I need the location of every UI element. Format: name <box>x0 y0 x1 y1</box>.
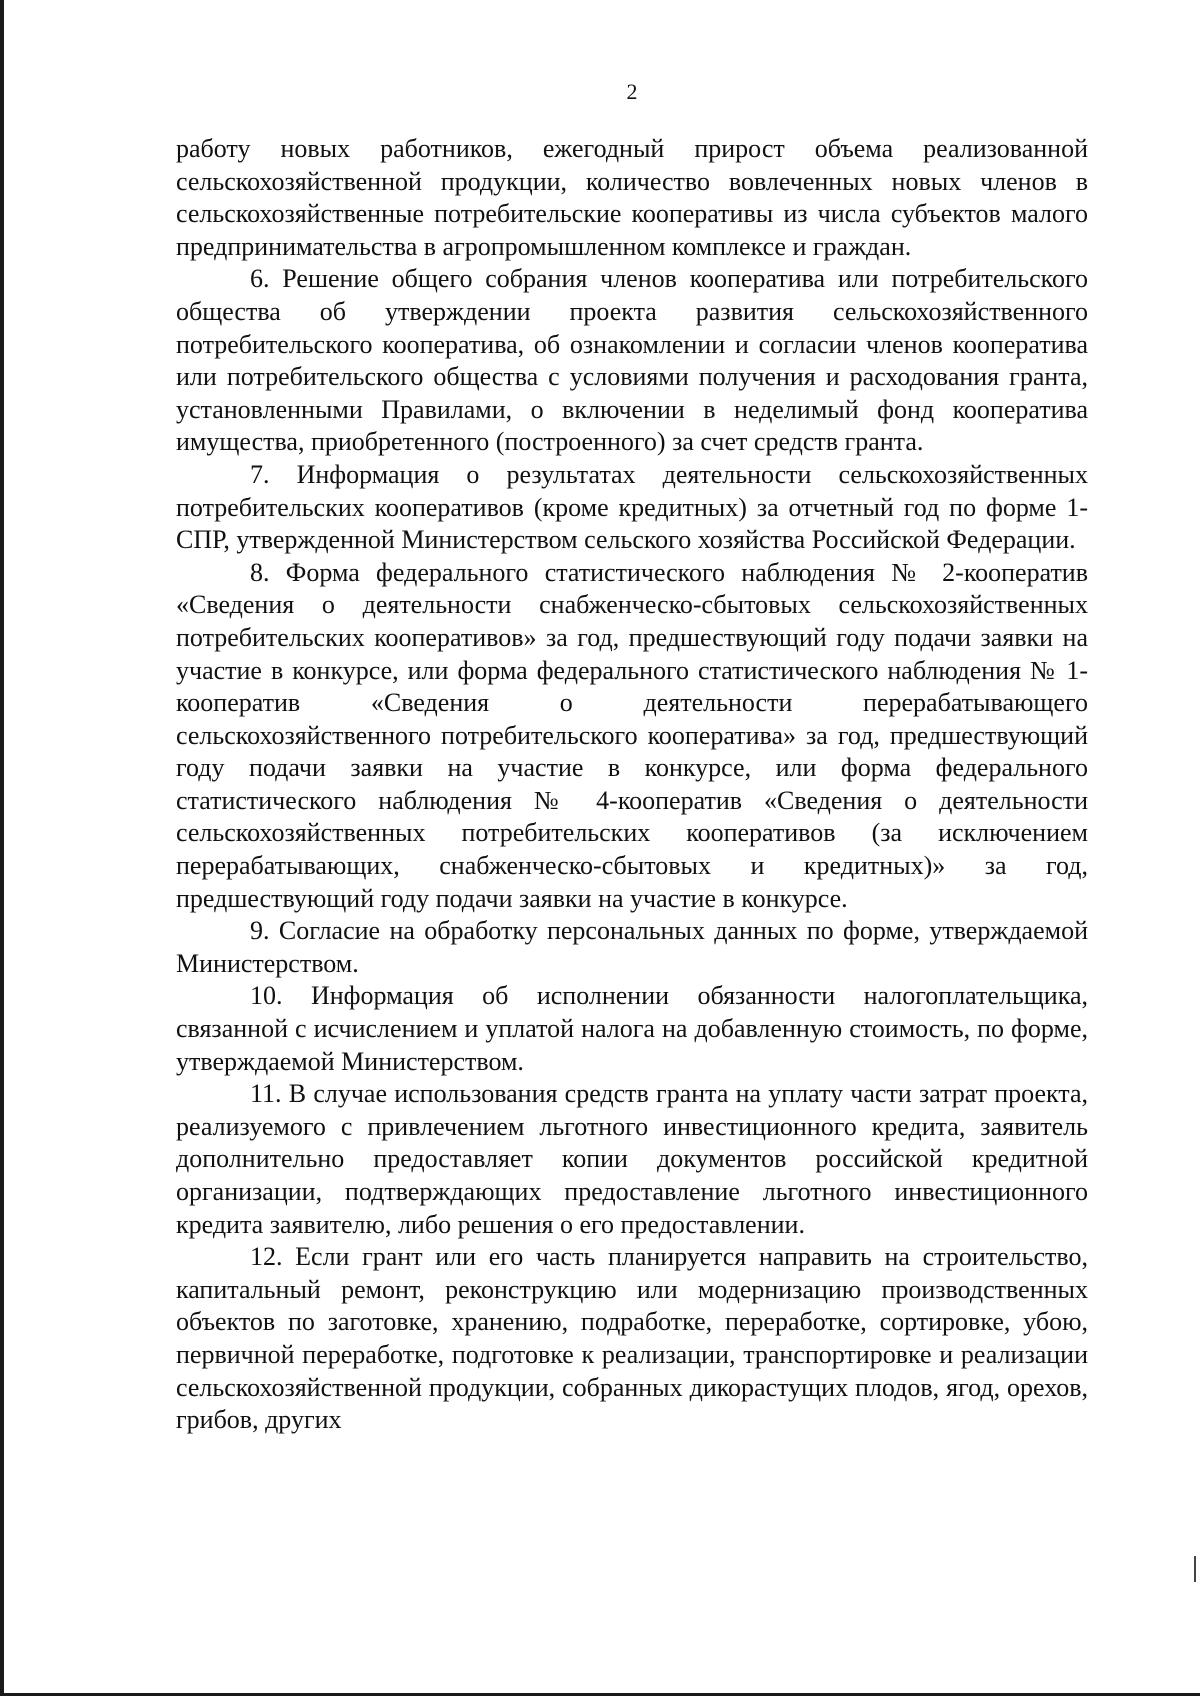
page-number: 2 <box>626 79 638 104</box>
paragraph-item-10: 10. Информация об исполнении обязанности налогоплательщика, связанной с исчислением и уплатой налога на добавленную стоимость, по форме, утверждаемой Министерством. <box>176 981 1088 1076</box>
paragraph-item-8: 8. Форма федерального статистического наблюдения № 2-кооператив «Сведения о деятельности снабженческо-сбытовых сельскохозяйственных потребительских кооперативов» за год, предшествующий году подачи заявки на участие в конкурсе, или форма федерального статистического наблюдения № 1-кооператив «Сведения о деятельности перерабатывающего сельскохозяйственного потребительского кооператива» за год, предшествующий году подачи заявки на участие в конкурсе, или форма федерального статистического наблюдения № 4-кооператив «Сведения о деятельности сельскохозяйственных потребительских кооперативов (за исключением перерабатывающих, снабженческо-сбытовых и кредитных)» за год, предшествующий году подачи заявки на участие в конкурсе. <box>176 557 1088 913</box>
document-body <box>176 133 1088 1437</box>
paragraph-continuation: работу новых работников, ежегодный прирост объема реализованной сельскохозяйственной продукции, количество вовлеченных новых членов в сельскохозяйственные потребительские кооперативы из числа субъектов малого предпринимательства в агропромышленном комплексе и граждан. <box>176 134 1088 261</box>
scan-mark-right <box>1194 1556 1196 1582</box>
paragraph-item-11: 11. В случае использования средств гранта на уплату части затрат проекта, реализуемого с привлечением льготного инвестиционного кредита, заявитель дополнительно предоставляет копии документов российской кредитной организации, подтверждающих предоставление льготного инвестиционного кредита заявителю, либо решения о его предоставлении. <box>176 1079 1088 1239</box>
paragraph-item-12: 12. Если грант или его часть планируется направить на строительство, капитальный ремонт, реконструкцию или модернизацию производственных объектов по заготовке, хранению, подработке, переработке, сортировке, убою, первичной переработке, подготовке к реализации, транспортировке и реализации сельскохозяйственной продукции, собранных дикорастущих плодов, ягод, орехов, грибов, других <box>176 1242 1088 1435</box>
paragraph-item-6: 6. Решение общего собрания членов кооператива или потребительского общества об утверждении проекта развития сельскохозяйственного потребительского кооператива, об ознакомлении и согласии членов кооператива или потребительского общества с условиями получения и расходования гранта, установленными Правилами, о включении в неделимый фонд кооператива имущества, приобретенного (построенного) за счет средств гранта. <box>176 264 1088 457</box>
paragraph-item-9: 9. Согласие на обработку персональных данных по форме, утверждаемой Министерством. <box>176 916 1088 978</box>
scan-edge-left <box>0 0 4 1696</box>
paragraph-item-7: 7. Информация о результатах деятельности сельскохозяйственных потребительских кооперативов (кроме кредитных) за отчетный год по форме 1-СПР, утвержденной Министерством сельского хозяйства Российской Федерации. <box>176 459 1088 555</box>
